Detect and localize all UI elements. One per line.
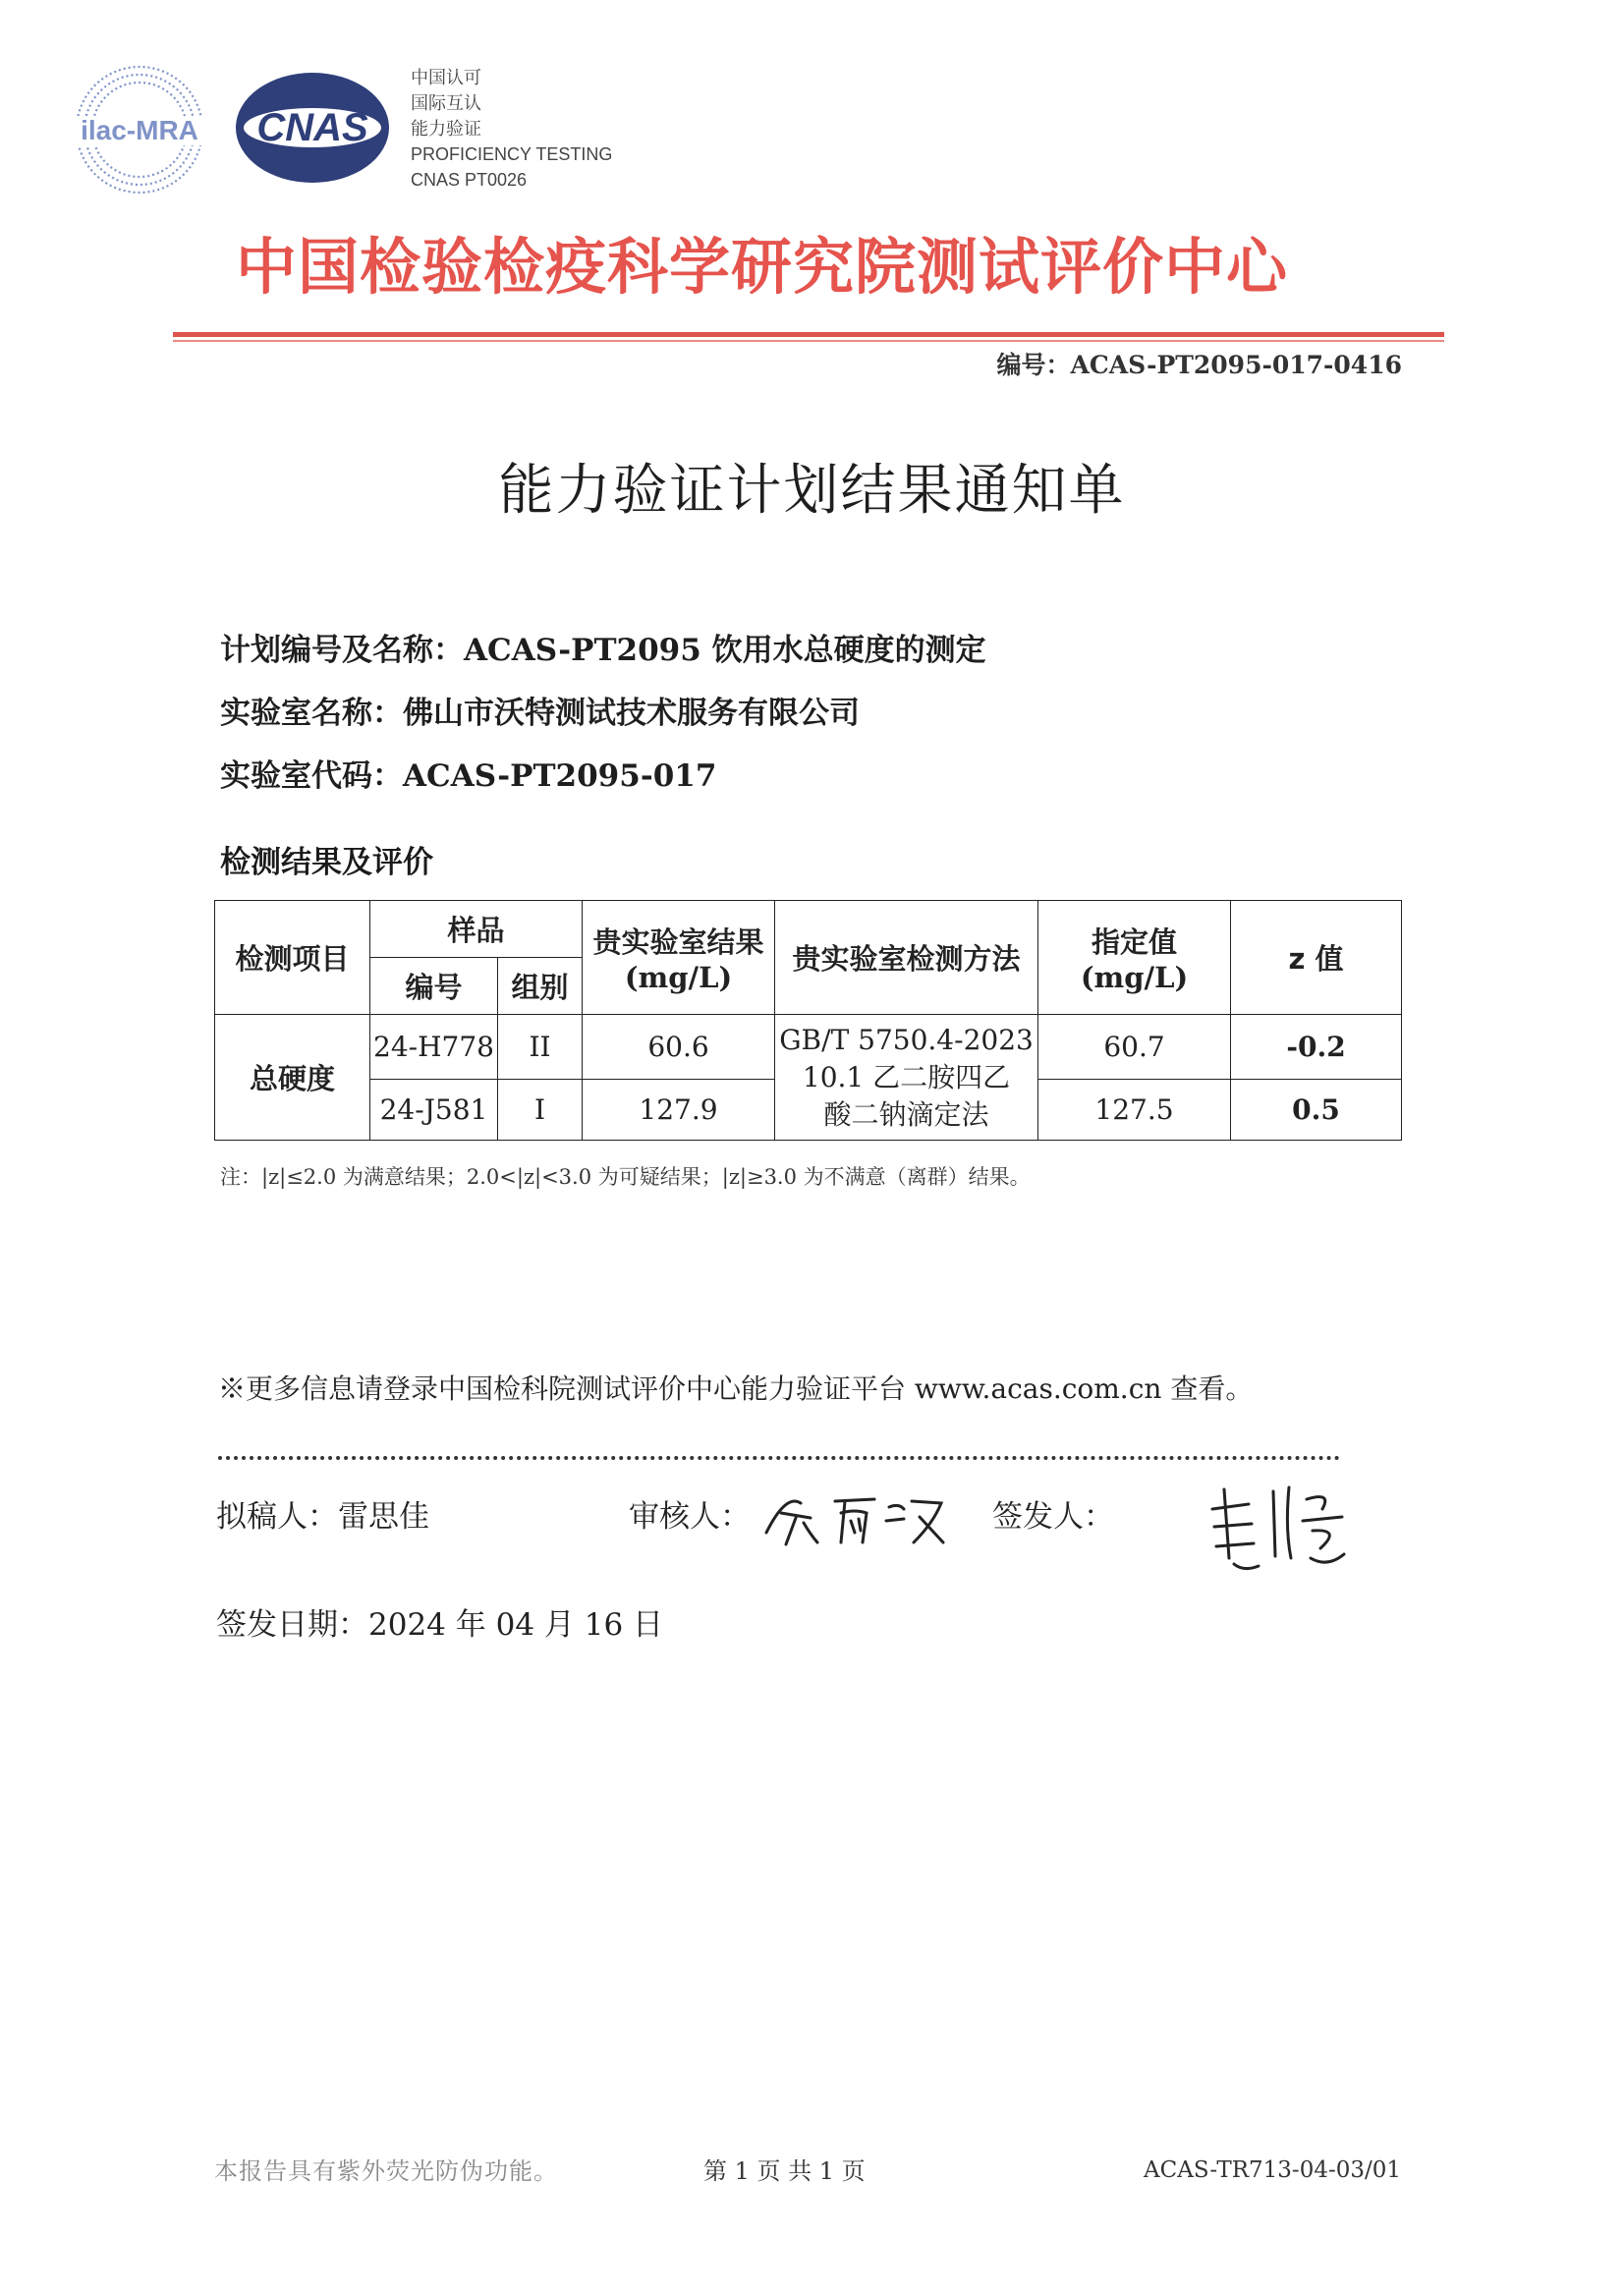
lab-result: 60.6 <box>583 1015 775 1080</box>
header-lab-result <box>583 901 775 1015</box>
method-line: GB/T 5750.4-2023 <box>779 1023 1034 1056</box>
table-note: 注：|z|≤2.0 为满意结果；2.0<|z|<3.0 为可疑结果；|z|≥3.0 为不满意（离群）结果。 <box>220 1165 1031 1189</box>
header-sample-no: 编号 <box>370 958 498 1015</box>
more-info-text: ※更多信息请登录中国检科院测试评价中心能力验证平台 www.acas.com.cn 查看。 <box>218 1372 1254 1405</box>
sample-no: 24-H778 <box>370 1015 498 1080</box>
lab-code-info <box>220 751 716 795</box>
lab-result: 127.9 <box>583 1080 775 1141</box>
assigned-value: 60.7 <box>1038 1015 1231 1080</box>
cert-line: 国际互认 <box>411 93 481 113</box>
header-group: 组别 <box>498 958 583 1015</box>
reviewer-signature <box>756 1474 953 1552</box>
item-name: 总硬度 <box>215 1015 370 1141</box>
issuer-label: 签发人： <box>992 1499 1114 1535</box>
method-line: 酸二钠滴定法 <box>823 1097 989 1131</box>
header-lab-result-label: 贵实验室结果 <box>592 925 764 959</box>
lab-code-label: 实验室代码： <box>220 758 403 794</box>
header-item: 检测项目 <box>215 901 370 1015</box>
lab-name-label: 实验室名称： <box>220 696 403 731</box>
cert-line: PROFICIENCY TESTING <box>411 144 613 164</box>
header-rule-thin <box>173 340 1444 342</box>
page-number: 第 1 页 共 1 页 <box>703 2157 866 2185</box>
ilac-mra-logo <box>69 59 210 200</box>
issue-date: 签发日期：2024 年 04 月 16 日 <box>216 1607 664 1643</box>
lab-name-value: 佛山市沃特测试技术服务有限公司 <box>403 696 860 731</box>
z-value: 0.5 <box>1231 1080 1402 1141</box>
cert-line: 中国认可 <box>411 68 481 87</box>
organization-name: 中国检验检疫科学研究院测试评价中心 <box>236 231 1289 303</box>
sample-group: I <box>498 1080 583 1141</box>
header-assigned <box>1038 901 1231 1015</box>
method-line: 10.1 乙二胺四乙 <box>802 1060 1011 1093</box>
reviewer-label: 审核人： <box>629 1499 751 1535</box>
page-title: 能力验证计划结果通知单 <box>498 459 1126 523</box>
svg-text:ilac-MRA: ilac-MRA <box>81 115 198 145</box>
lab-code-value: ACAS-PT2095-017 <box>403 758 717 794</box>
cert-line: 能力验证 <box>411 119 481 139</box>
plan-value: ACAS-PT2095 饮用水总硬度的测定 <box>464 633 986 668</box>
header-method: 贵实验室检测方法 <box>775 901 1038 1015</box>
results-table <box>214 900 1402 1141</box>
header-lab-result-unit: (mg/L) <box>624 961 733 994</box>
drafter <box>216 1491 429 1536</box>
method <box>775 1015 1038 1141</box>
header-assigned-label: 指定值 <box>1092 925 1178 959</box>
sample-no: 24-J581 <box>370 1080 498 1141</box>
dotted-divider <box>218 1456 1340 1460</box>
drafter-label: 拟稿人： <box>216 1499 338 1535</box>
drafter-name: 雷思佳 <box>338 1499 429 1535</box>
plan-info <box>220 625 986 669</box>
accreditation-text <box>411 65 612 193</box>
section-title: 检测结果及评价 <box>220 845 433 880</box>
document-number: 编号：ACAS-PT2095-017-0416 <box>996 351 1402 379</box>
assigned-value: 127.5 <box>1038 1080 1231 1141</box>
header-assigned-unit: (mg/L) <box>1080 961 1189 994</box>
cnas-logo <box>234 69 391 187</box>
svg-text:CNAS: CNAS <box>256 106 368 149</box>
z-value: -0.2 <box>1231 1015 1402 1080</box>
cert-line: CNAS PT0026 <box>411 170 528 190</box>
header-z: z 值 <box>1231 901 1402 1015</box>
plan-label: 计划编号及名称： <box>220 633 464 668</box>
sample-group: II <box>498 1015 583 1080</box>
header-rule <box>173 332 1444 337</box>
issuer-signature <box>1204 1470 1352 1578</box>
header-sample: 样品 <box>370 901 583 958</box>
table-row <box>215 1015 1402 1080</box>
form-code: ACAS-TR713-04-03/01 <box>1144 2157 1402 2183</box>
lab-name-info <box>220 688 860 732</box>
footer-anti-counterfeit: 本报告具有紫外荧光防伪功能。 <box>214 2157 558 2185</box>
